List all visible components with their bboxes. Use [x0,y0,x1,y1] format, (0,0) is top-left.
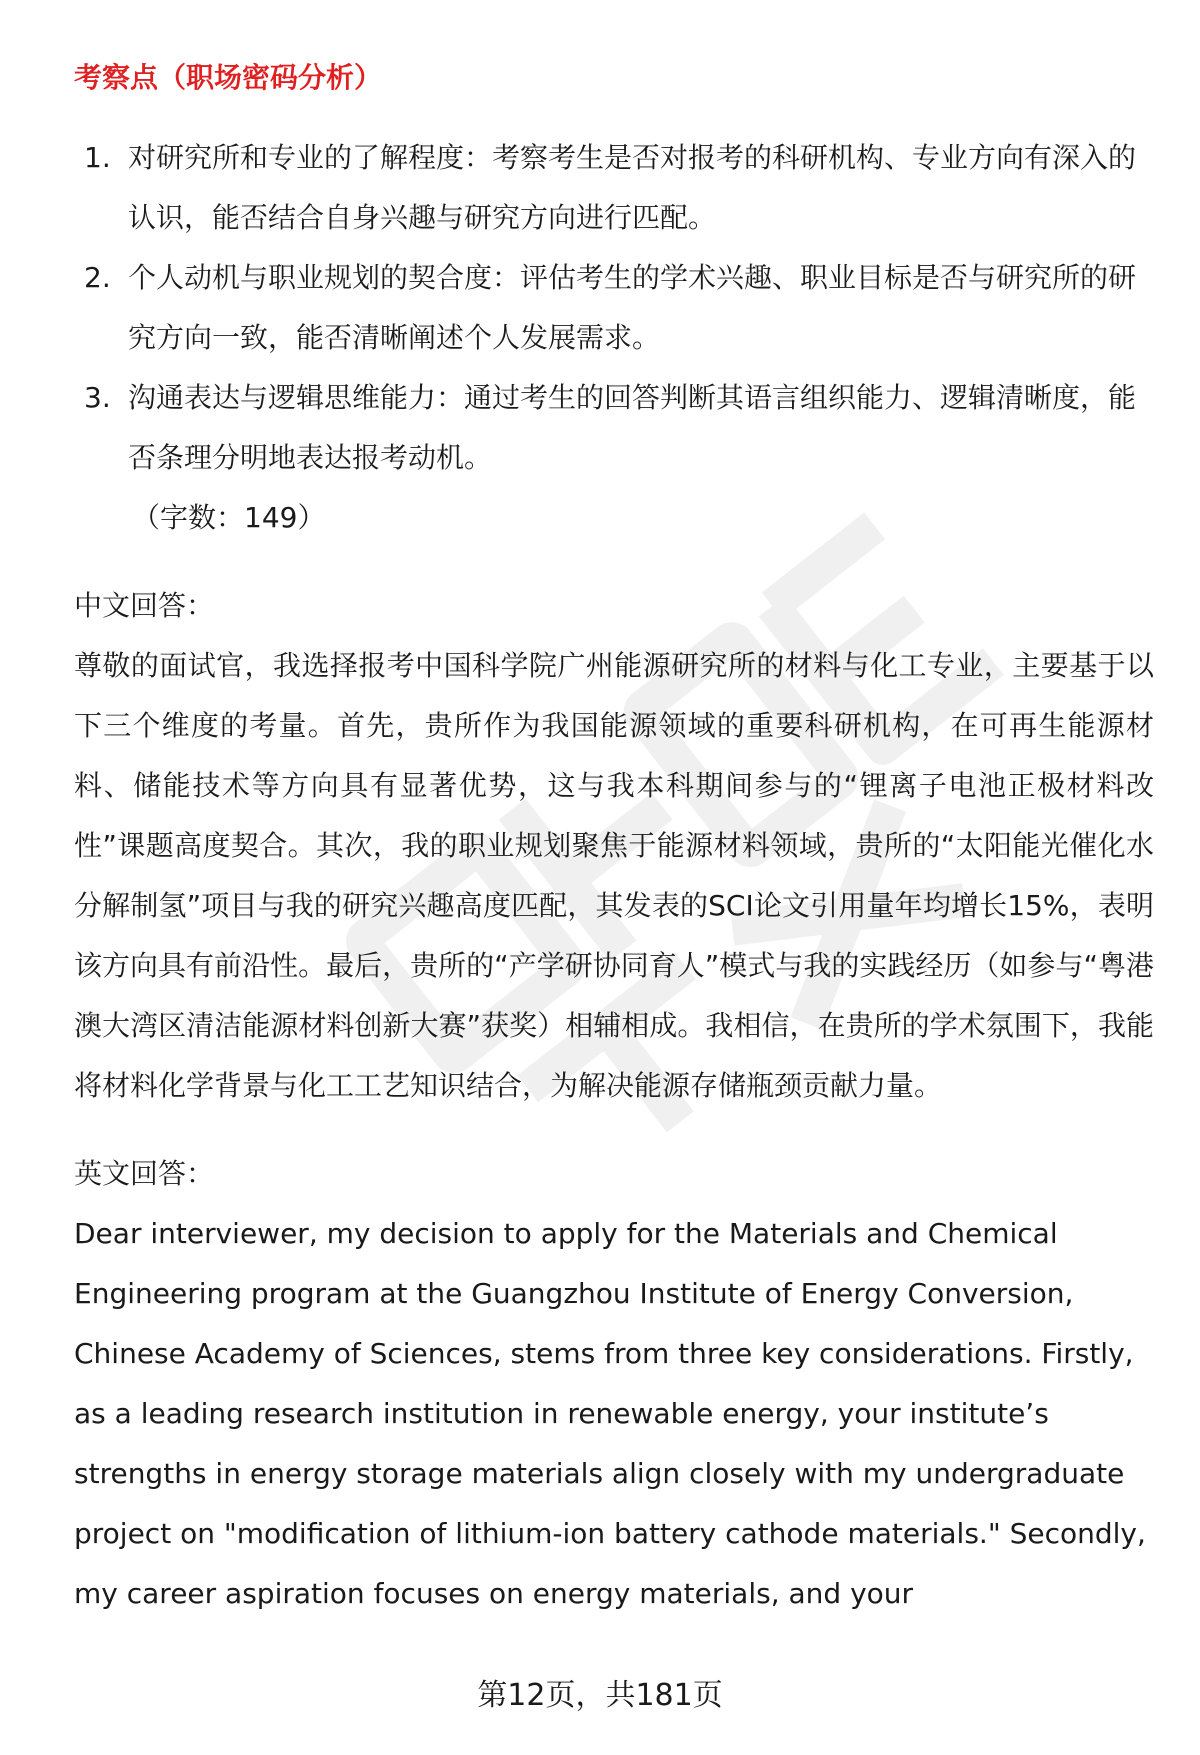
assessment-points-list [74,128,1154,488]
list-item-text: 沟通表达与逻辑思维能力：通过考生的回答判断其语言组织能力、逻辑清晰度，能否条理分明地表达报考动机。 [128,381,1137,474]
english-answer-label: 英文回答： [74,1157,215,1190]
page-number-footer: 第12页，共181页 [477,1678,723,1713]
section-title: 考察点（职场密码分析） [74,61,383,94]
list-item-text: 个人动机与职业规划的契合度：评估考生的学术兴趣、职业目标是否与研究所的研究方向一致，能否清晰阐述个人发展需求。 [128,261,1137,354]
document-page [74,56,1154,1624]
list-item-number: 3. [84,381,111,414]
list-item-number: 2. [84,261,111,294]
english-answer-text: Dear interviewer, my decision to apply for the Materials and Chemical Engineering program at the Guangzhou Institute of Energy Conversion, Chinese Academy of Sciences, stems from three key considerations. Firstly, as a leading research institution in renewable energy, your institute’s strengths in energy storage materials align closely with my undergraduate project on "modification of lithium-ion battery cathode materials." Secondly, my career aspiration focuses on energy materials, and your [74,1217,1146,1610]
word-count: （字数：149） [132,501,326,534]
list-item-number: 1. [84,141,111,174]
list-item [74,128,1154,248]
chinese-answer-label: 中文回答： [74,589,215,622]
chinese-answer-text: 尊敬的面试官，我选择报考中国科学院广州能源研究所的材料与化工专业，主要基于以下三个维度的考量。首先，贵所作为我国能源领域的重要科研机构，在可再生能源材料、储能技术等方向具有显著优势，这与我本科期间参与的“锂离子电池正极材料改性”课题高度契合。其次，我的职业规划聚焦于能源材料领域，贵所的“太阳能光催化水分解制氢”项目与我的研究兴趣高度匹配，其发表的SCI论文引用量年均增长15%，表明该方向具有前沿性。最后，贵所的“产学研协同育人”模式与我的实践经历（如参与“粤港澳大湾区清洁能源材料创新大赛”获奖）相辅相成。我相信，在贵所的学术氛围下，我能将材料化学背景与化工工艺知识结合，为解决能源存储瓶颈贡献力量。 [74,649,1154,1102]
list-item-text: 对研究所和专业的了解程度：考察考生是否对报考的科研机构、专业方向有深入的认识，能否结合自身兴趣与研究方向进行匹配。 [128,141,1137,234]
list-item [74,368,1154,488]
list-item [74,248,1154,368]
